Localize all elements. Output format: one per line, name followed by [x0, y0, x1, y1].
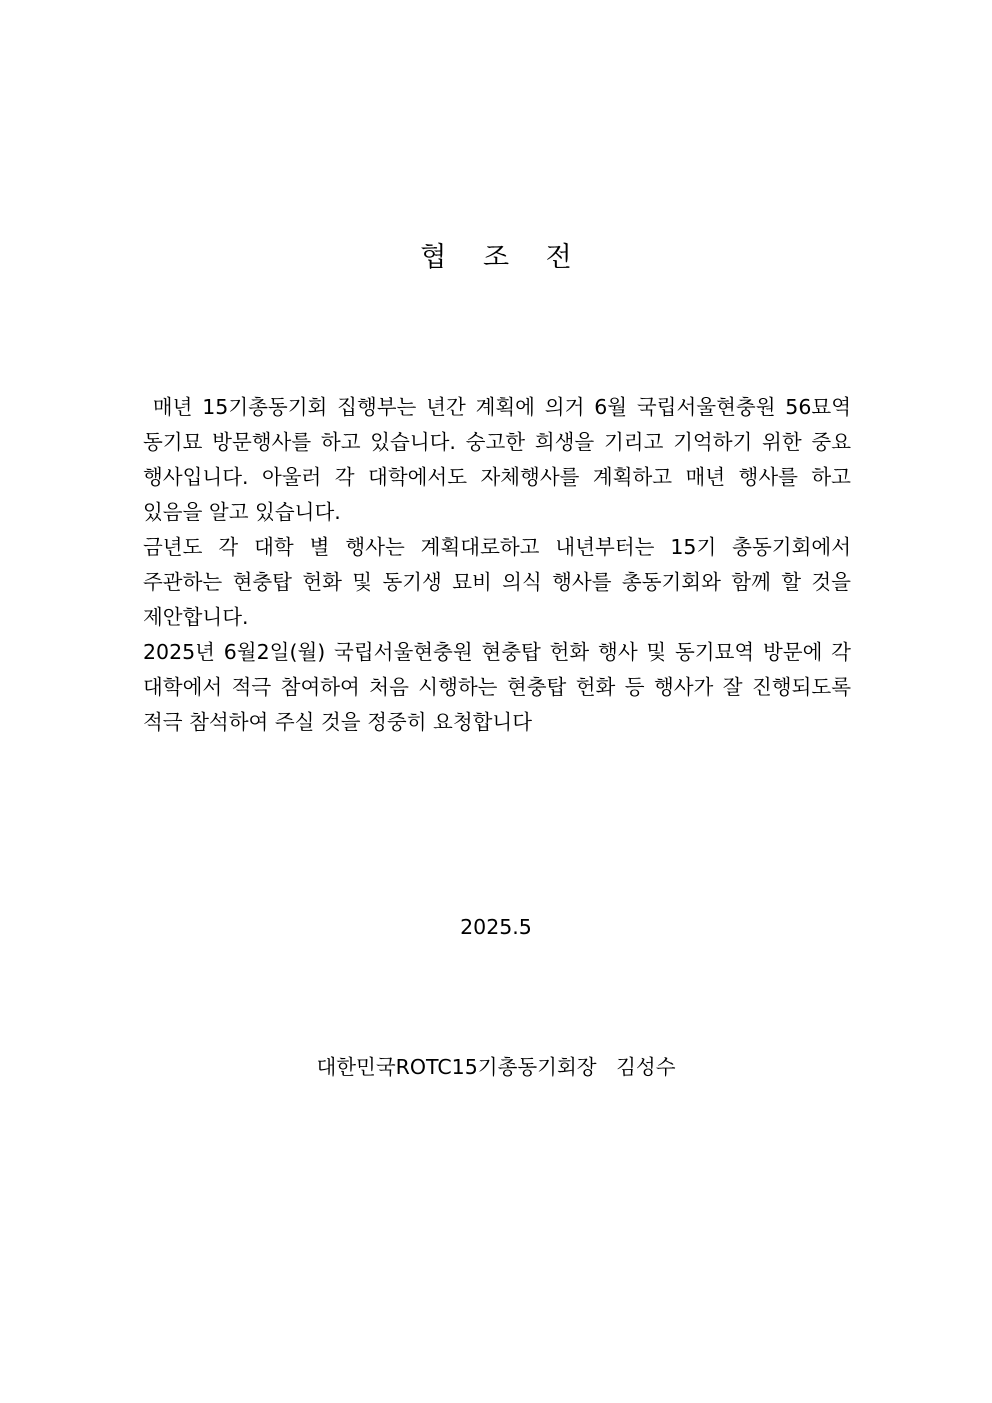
body-paragraph-1: 매년 15기총동기회 집행부는 년간 계획에 의거 6월 국립서울현충원 56묘역 동기묘 방문행사를 하고 있습니다. 숭고한 희생을 기리고 기억하기 위한 중요 행사입니다. 아울러 각 대학에서도 자체행사를 계획하고 매년 행사를 하고 있음을 알고 있습니다.: [143, 395, 851, 524]
body-paragraph-3: 2025년 6월2일(월) 국립서울현충원 현충탑 헌화 행사 및 동기묘역 방문에 각 대학에서 적극 참여하여 처음 시행하는 현충탑 헌화 등 행사가 잘 진행되도록 적극 참석하여 주실 것을 정중히 요청합니다: [143, 640, 851, 734]
document-title: 협 조 전: [420, 242, 586, 273]
document-body: [143, 390, 851, 740]
signature-line: 대한민국ROTC15기총동기회장 김성수: [316, 1055, 676, 1079]
body-paragraph-2: 금년도 각 대학 별 행사는 계획대로하고 내년부터는 15기 총동기회에서 주관하는 현충탑 헌화 및 동기생 묘비 의식 행사를 총동기회와 함께 할 것을 제안합니다.: [143, 535, 851, 629]
document-date: 2025.5: [460, 915, 532, 939]
